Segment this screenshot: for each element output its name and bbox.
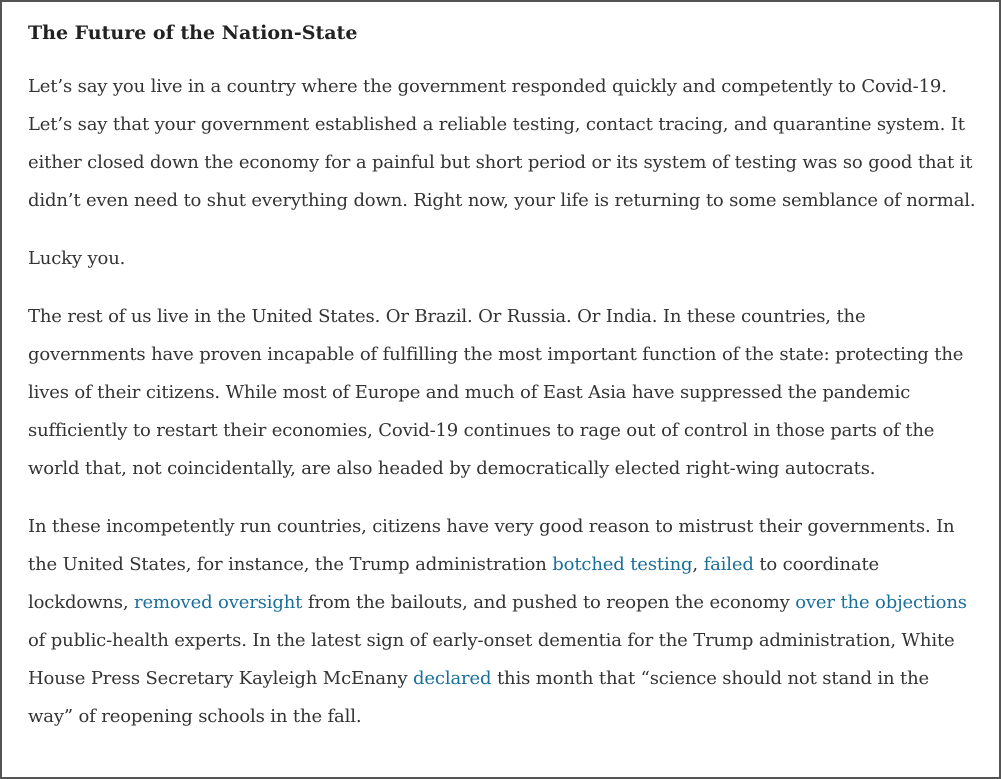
link-failed[interactable]: failed [703,554,754,575]
paragraph-4-text: to coordinate lockdowns, [28,554,880,613]
paragraph-4-text: this month that “science should not stand in the way” of reopening schools in the fall. [28,668,930,727]
paragraph-2: Lucky you. [28,248,126,269]
article-title: The Future of the Nation-State [28,22,358,44]
link-removed-oversight[interactable]: removed oversight [133,592,303,613]
paragraph-4-text: , [692,554,704,575]
paragraph-1: Let’s say you live in a country where the government responded quickly and competently to Covid-19. Let’s say that your government established a reliable testing, contact tracing, and quarantine system. It either closed down the economy for a painful but short period or its system of testing was so good that it didn’t even need to shut everything down. Right now, your life is returning to some semblance of normal. [28,76,976,211]
paragraph-4 [28,508,979,736]
paragraph-4-text: from the bailouts, and pushed to reopen the economy [302,592,796,613]
link-over-the-objections[interactable]: over the objections [795,592,967,613]
paragraph-4-text: In these incompetently run countries, citizens have very good reason to mistrust their governments. In the United States, for instance, the Trump administration [28,516,955,575]
link-botched-testing[interactable]: botched testing [552,554,693,575]
paragraph-4-text: of public-health experts. In the latest sign of early-onset dementia for the Trump administration, White House Press Secretary Kayleigh McEnany [28,630,955,689]
paragraph-3: The rest of us live in the United States. Or Brazil. Or Russia. Or India. In these countries, the governments have proven incapable of fulfilling the most important function of the state: protecting the lives of their citizens. While most of Europe and much of East Asia have suppressed the pandemic sufficiently to restart their economies, Covid-19 continues to rage out of control in those parts of the world that, not coincidentally, are also headed by democratically elected right-wing autocrats. [28,306,964,479]
link-declared[interactable]: declared [413,668,492,689]
